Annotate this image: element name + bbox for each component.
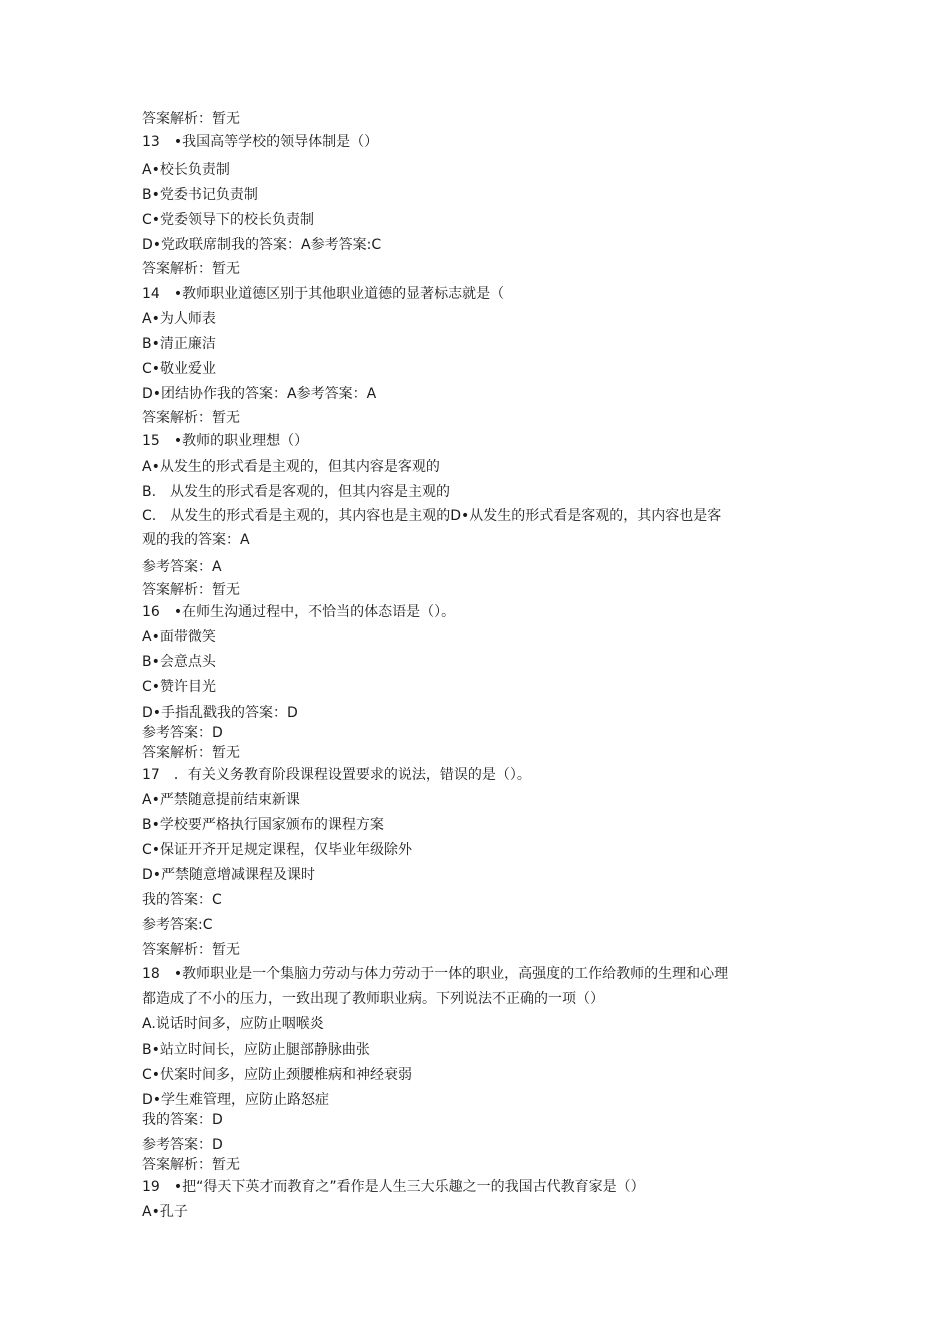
option-line: D•严禁随意增减课程及课时 bbox=[142, 867, 316, 883]
option-line: C•赞许目光 bbox=[142, 679, 217, 695]
analysis-line: 答案解析：暂无 bbox=[142, 582, 240, 598]
option-line: C•敬业爱业 bbox=[142, 361, 217, 377]
reference-answer-line: 参考答案：D bbox=[142, 725, 223, 741]
analysis-line: 答案解析：暂无 bbox=[142, 410, 240, 426]
my-answer-line: 观的我的答案：A bbox=[142, 532, 250, 548]
option-line: A.说话时间多，应防止咽喉炎 bbox=[142, 1016, 324, 1032]
my-answer-line: 我的答案：C bbox=[142, 892, 222, 908]
question-15: 15 •教师的职业理想（） bbox=[142, 433, 309, 449]
option-line: A•从发生的形式看是主观的，但其内容是客观的 bbox=[142, 459, 440, 475]
reference-answer-line: 参考答案:C bbox=[142, 917, 213, 933]
option-line: C•伏案时间多，应防止颈腰椎病和神经衰弱 bbox=[142, 1067, 413, 1083]
option-line: D•学生难管理，应防止路怒症 bbox=[142, 1092, 330, 1108]
option-answer-line: D•党政联席制我的答案：A参考答案:C bbox=[142, 237, 382, 253]
option-line: A•为人师表 bbox=[142, 311, 216, 327]
option-line: B•党委书记负责制 bbox=[142, 187, 258, 203]
option-line: C. 从发生的形式看是主观的，其内容也是主观的D•从发生的形式看是客观的，其内容也是客 bbox=[142, 508, 722, 524]
question-19: 19 •把“得天下英才而教育之”看作是人生三大乐趣之一的我国古代教育家是（） bbox=[142, 1179, 645, 1195]
option-line: B•清正廉洁 bbox=[142, 336, 216, 352]
reference-answer-line: 参考答案：D bbox=[142, 1137, 223, 1153]
analysis-line: 答案解析：暂无 bbox=[142, 1157, 240, 1173]
my-answer-line: 我的答案：D bbox=[142, 1112, 223, 1128]
analysis-line: 答案解析：暂无 bbox=[142, 111, 240, 127]
analysis-line: 答案解析：暂无 bbox=[142, 942, 240, 958]
option-line: A•孔子 bbox=[142, 1204, 188, 1220]
option-line: C•党委领导下的校长负责制 bbox=[142, 212, 315, 228]
question-18: 18 •教师职业是一个集脑力劳动与体力劳动于一体的职业，高强度的工作给教师的生理和心理 bbox=[142, 966, 729, 982]
question-16: 16 •在师生沟通过程中，不恰当的体态语是（）。 bbox=[142, 604, 456, 620]
option-line: C•保证开齐开足规定课程，仅毕业年级除外 bbox=[142, 842, 413, 858]
question-13: 13 •我国高等学校的领导体制是（） bbox=[142, 134, 379, 150]
analysis-line: 答案解析：暂无 bbox=[142, 261, 240, 277]
option-line: A•面带微笑 bbox=[142, 629, 216, 645]
option-line: A•严禁随意提前结束新课 bbox=[142, 792, 300, 808]
option-line: A•校长负责制 bbox=[142, 162, 230, 178]
option-line: B•会意点头 bbox=[142, 654, 216, 670]
option-line: B. 从发生的形式看是客观的，但其内容是主观的 bbox=[142, 484, 451, 500]
analysis-line: 答案解析：暂无 bbox=[142, 745, 240, 761]
option-line: B•学校要严格执行国家颁布的课程方案 bbox=[142, 817, 384, 833]
question-14: 14 •教师职业道德区别于其他职业道德的显著标志就是（ bbox=[142, 286, 505, 302]
question-17: 17 ．有关义务教育阶段课程设置要求的说法，错误的是（）。 bbox=[142, 767, 531, 783]
reference-answer-line: 参考答案：A bbox=[142, 559, 222, 575]
option-line: B•站立时间长，应防止腿部静脉曲张 bbox=[142, 1042, 370, 1058]
option-answer-line: D•手指乱戳我的答案：D bbox=[142, 705, 298, 721]
question-18-continued: 都造成了不小的压力，一致出现了教师职业病。下列说法不正确的一项（） bbox=[142, 991, 604, 1007]
option-answer-line: D•团结协作我的答案：A参考答案：A bbox=[142, 386, 377, 402]
